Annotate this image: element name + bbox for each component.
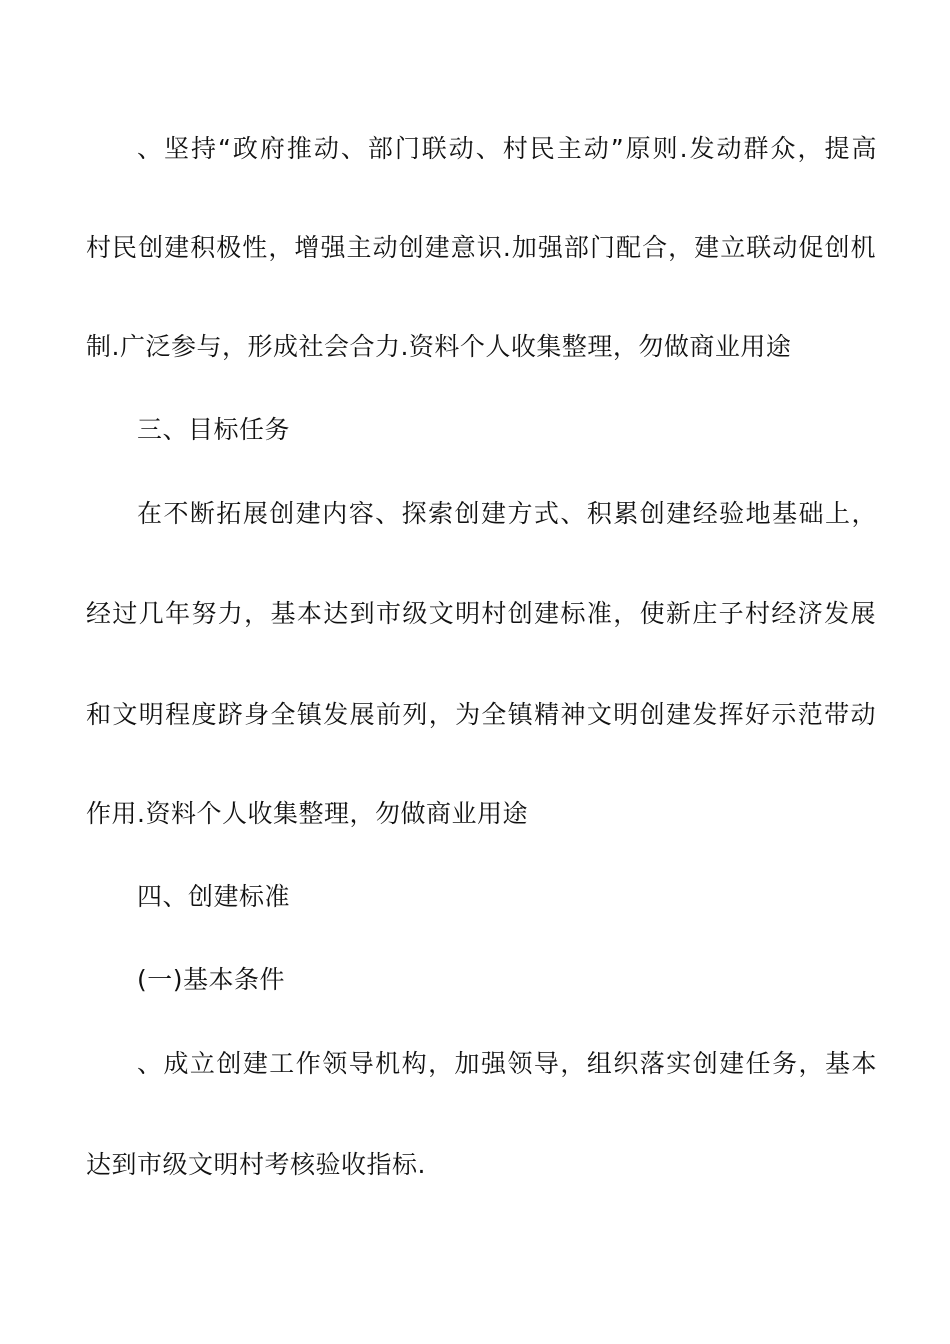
- paragraph-conditions-line-2: 达到市级文明村考核验收指标.: [86, 1150, 426, 1179]
- paragraph-goals-line-3: 和文明程度跻身全镇发展前列，为全镇精神文明创建发挥好示范带动: [86, 700, 876, 729]
- paragraph-principle-line-2: 村民创建积极性，增强主动创建意识.加强部门配合，建立联动促创机: [86, 233, 876, 262]
- paragraph-goals-line-4: 作用.资料个人收集整理，勿做商业用途: [86, 799, 528, 828]
- paragraph-principle-line-1: 、坚持“政府推动、部门联动、村民主动”原则.发动群众，提高: [137, 134, 877, 163]
- paragraph-goals-line-1: 在不断拓展创建内容、探索创建方式、积累创建经验地基础上，: [137, 499, 877, 528]
- paragraph-conditions-line-1: 、成立创建工作领导机构，加强领导，组织落实创建任务，基本: [137, 1049, 877, 1078]
- section-heading-standards: 四、创建标准: [137, 882, 291, 911]
- paragraph-goals-line-2: 经过几年努力，基本达到市级文明村创建标准，使新庄子村经济发展: [86, 599, 876, 628]
- subsection-heading-basic-conditions: (一)基本条件: [137, 965, 286, 994]
- section-heading-goals: 三、目标任务: [137, 415, 291, 444]
- paragraph-principle-line-3: 制.广泛参与，形成社会合力.资料个人收集整理，勿做商业用途: [86, 332, 792, 361]
